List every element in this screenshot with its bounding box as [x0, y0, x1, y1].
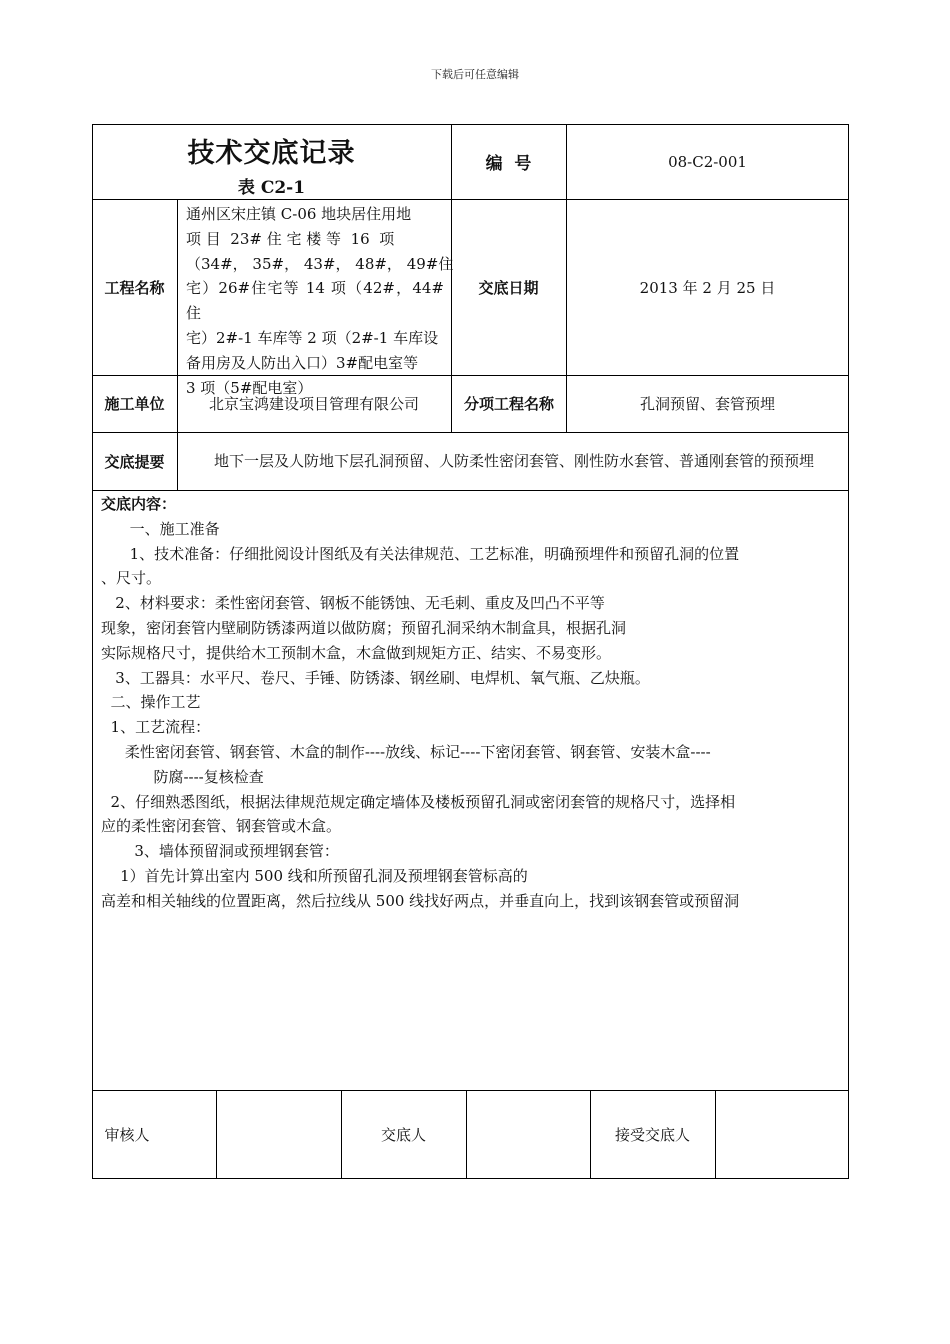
- content-line: 1、工艺流程：: [101, 718, 211, 737]
- content-line: 1、技术准备：仔细批阅设计图纸及有关法律规范、工艺标准，明确预埋件和预留孔洞的位置: [101, 544, 740, 563]
- content-line: 、尺寸。: [101, 569, 162, 588]
- page-header-note: 下载后可任意编辑: [431, 68, 519, 81]
- summary-value: 地下一层及人防地下层孔洞预留、人防柔性密闭套管、刚性防水套管、普通刚套管的预预埋: [213, 452, 814, 470]
- form-subtitle: 表 C2-1: [237, 178, 306, 198]
- content-line: 一、施工准备: [101, 519, 220, 538]
- subproject-value: 孔洞预留、套管预埋: [639, 395, 775, 413]
- construction-unit-value: 北京宝鸿建设项目管理有限公司: [208, 395, 419, 413]
- construction-unit-label: 施工单位: [104, 395, 165, 413]
- content-line: 1）首先计算出室内 500 线和所预留孔洞及预埋钢套管标高的: [101, 866, 528, 885]
- content-line: 2、材料要求：柔性密闭套管、钢板不能锈蚀、无毛刺、重皮及凹凸不平等: [101, 594, 605, 613]
- project-name-line: 宅）26#住宅等 14 项（42#，44#住: [186, 279, 444, 323]
- project-name-line: （34#， 35#， 43#， 48#， 49#住: [186, 254, 454, 273]
- content-line: 高差和相关轴线的位置距离，然后拉线从 500 线找好两点，并垂直向上，找到该钢套管或预留洞: [101, 891, 740, 910]
- form-title: 技术交底记录: [187, 137, 356, 169]
- receiver-signature-field[interactable]: [715, 1090, 849, 1179]
- disclosure-content: [101, 492, 841, 914]
- content-line: 防腐----复核检查: [101, 767, 264, 786]
- project-name-line: 3 项（5#配电室）: [186, 378, 313, 397]
- project-name-value: [186, 202, 454, 400]
- subproject-label: 分项工程名称: [463, 394, 554, 413]
- project-name-label: 工程名称: [104, 278, 165, 297]
- date-label: 交底日期: [478, 278, 539, 297]
- receiver-label: 接受交底人: [614, 1126, 690, 1144]
- project-name-line: 通州区宋庄镇 C-06 地块居住用地: [186, 205, 412, 223]
- reviewer-signature-field[interactable]: [216, 1090, 341, 1179]
- content-line: 3、工器具：水平尺、卷尺、手锤、防锈漆、钢丝刷、电焊机、氧气瓶、乙炔瓶。: [101, 668, 650, 687]
- reviewer-label: 审核人: [104, 1126, 150, 1144]
- content-line: 应的柔性密闭套管、钢套管或木盒。: [101, 817, 342, 836]
- content-line: 现象，密闭套管内壁刷防锈漆两道以做防腐；预留孔洞采纳木制盒具，根据孔洞: [101, 618, 627, 637]
- summary-label: 交底提要: [104, 452, 165, 471]
- discloser-label: 交底人: [380, 1126, 426, 1144]
- content-line: 2、仔细熟悉图纸，根据法律规范规定确定墙体及楼板预留孔洞或密闭套管的规格尺寸，选择相: [101, 792, 736, 811]
- content-heading: 交底内容：: [101, 495, 177, 513]
- content-line: 3、墙体预留洞或预埋钢套管：: [101, 842, 339, 861]
- date-value: 2013 年 2 月 25 日: [639, 278, 776, 297]
- discloser-signature-field[interactable]: [466, 1090, 590, 1179]
- content-line: 实际规格尺寸，提供给木工预制木盒，木盒做到规矩方正、结实、不易变形。: [101, 643, 612, 662]
- row-divider: [92, 490, 849, 491]
- project-name-line: 项 目 23# 住 宅 楼 等 16 项: [186, 229, 395, 248]
- col-divider: [177, 199, 178, 490]
- number-label: 编 号: [485, 154, 532, 174]
- project-name-line: 宅）2#-1 车库等 2 项（2#-1 车库设: [186, 328, 439, 347]
- number-value: 08-C2-001: [668, 152, 747, 171]
- project-name-line: 备用房及人防出入口）3#配电室等: [186, 353, 419, 372]
- content-line: 二、操作工艺: [101, 693, 201, 712]
- content-line: 柔性密闭套管、钢套管、木盒的制作----放线、标记----下密闭套管、钢套管、安装木盒----: [101, 742, 711, 761]
